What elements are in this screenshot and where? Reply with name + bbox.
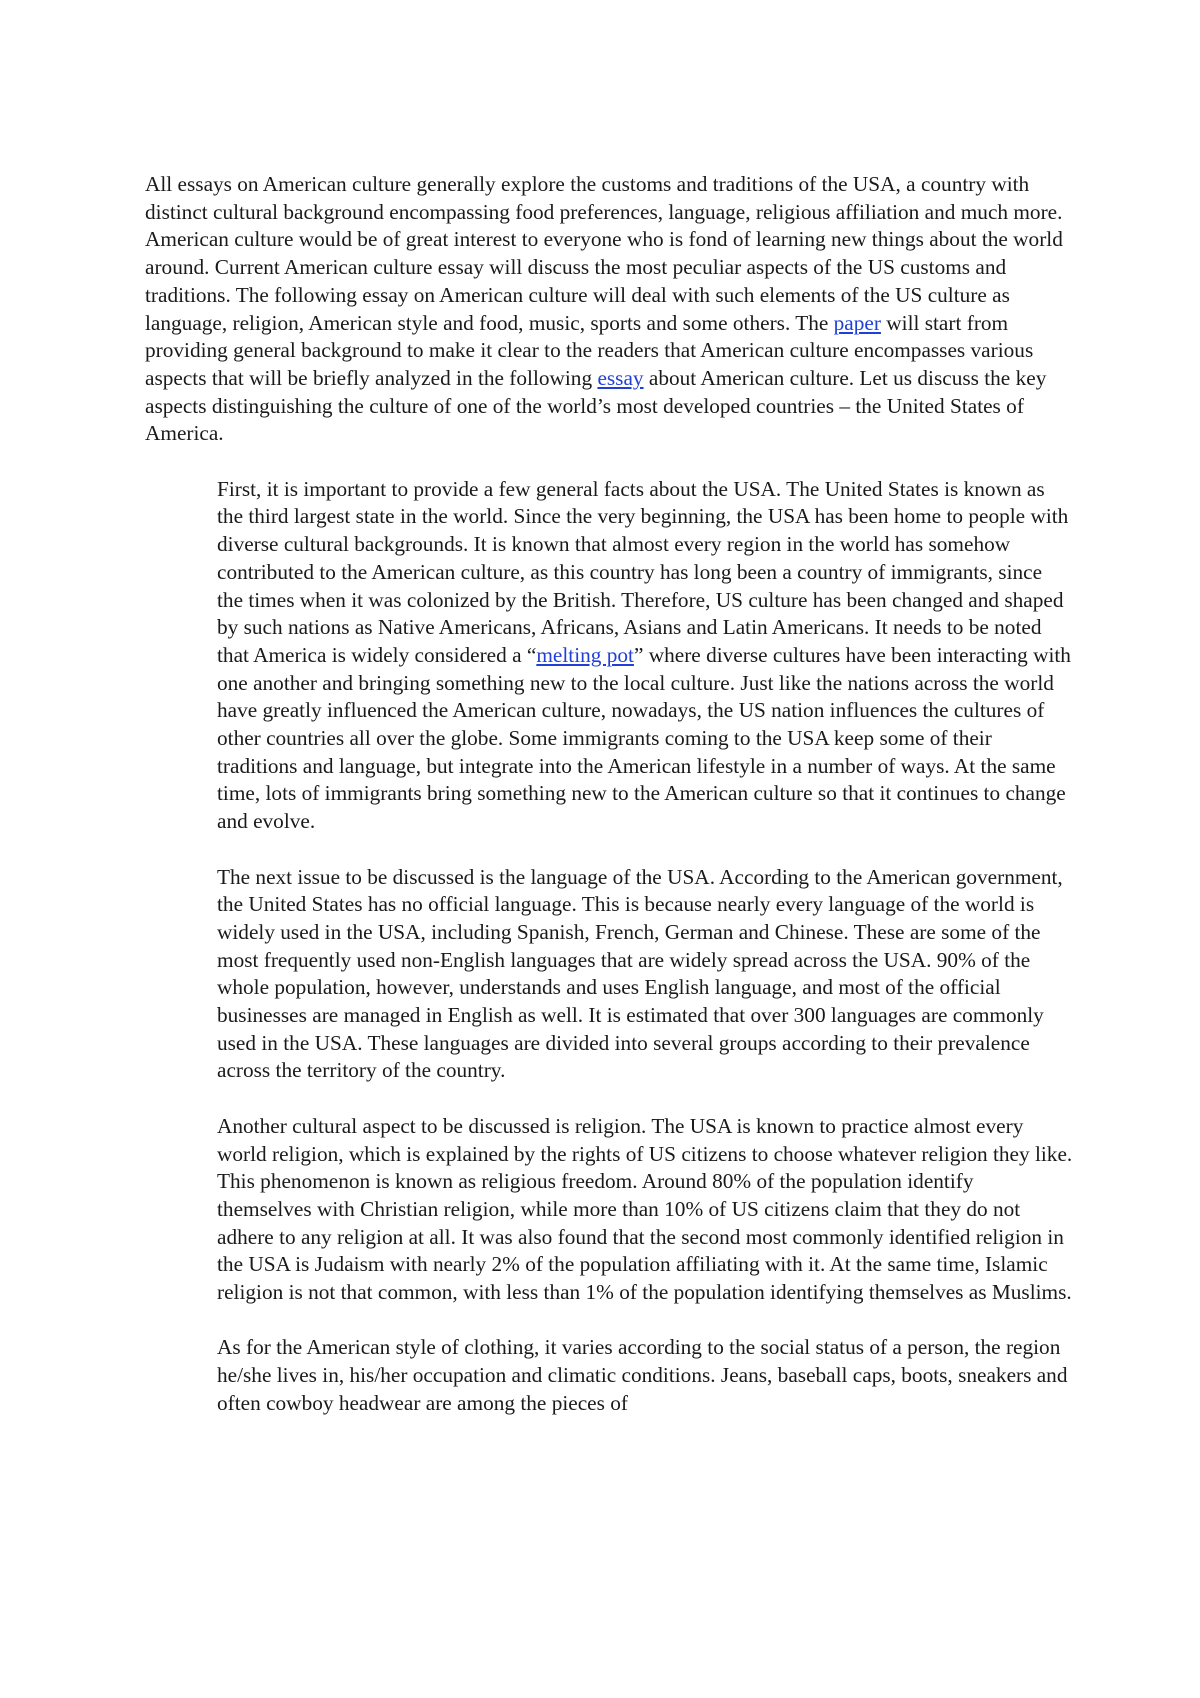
intro-paragraph bbox=[145, 171, 1075, 448]
intro-text-1: All essays on American culture generally explore the customs and traditions of the USA, a country with distinct cultural background encompassing food preferences, language, religious affiliation and much more. American culture would be of great interest to everyone who is fond of learning new things about the world around. Current American culture essay will discuss the most peculiar aspects of the US customs and traditions. The following essay on American culture will deal with such elements of the US culture as language, religion, American style and food, music, sports and some others. The bbox=[145, 172, 1063, 335]
intro-text-2: will start from providing general background to make it clear to the readers that American culture encompasses various aspects that will be briefly analyzed in the following bbox=[145, 310, 1034, 390]
facts-text-2: ” where diverse cultures have been interacting with one another and bringing something new to the local culture. Just like the nations across the world have greatly influenced the American culture, nowadays, the US nation influences the cultures of other countries all over the globe. Some immigrants coming to the USA keep some of their traditions and language, but integrate into the American lifestyle in a number of ways. At the same time, lots of immigrants bring something new to the American culture so that it continues to change and evolve. bbox=[217, 642, 1071, 834]
paper-link[interactable]: paper bbox=[833, 310, 881, 335]
intro-text-3: about American culture. Let us discuss the key aspects distinguishing the culture of one of the world’s most developed countries – the United States of America. bbox=[145, 365, 1047, 446]
language-paragraph: The next issue to be discussed is the language of the USA. According to the American government, the United States has no official language. This is because nearly every language of the world is widely used in the USA, including Spanish, French, German and Chinese. These are some of the most frequently used non-English languages that are widely spread across the USA. 90% of the whole population, however, understands and uses English language, and most of the official businesses are managed in English as well. It is estimated that over 300 languages are commonly used in the USA. These languages are divided into several groups according to their prevalence across the territory of the country. bbox=[217, 864, 1063, 1083]
facts-text-1: First, it is important to provide a few general facts about the USA. The United States is known as the third largest state in the world. Since the very beginning, the USA has been home to people with diverse cultural backgrounds. It is known that almost every region in the world has somehow contributed to the American culture, as this country has long been a country of immigrants, since the times when it was colonized by the British. Therefore, US culture has been changed and shaped by such nations as Native Americans, Africans, Asians and Latin Americans. It needs to be noted that America is widely considered a “ bbox=[217, 476, 1069, 667]
essay-body bbox=[145, 171, 1075, 1445]
essay-link[interactable]: essay bbox=[597, 365, 644, 390]
facts-paragraph bbox=[217, 476, 1073, 836]
religion-paragraph: Another cultural aspect to be discussed is religion. The USA is known to practice almost every world religion, which is explained by the rights of US citizens to choose whatever religion they like. This phenomenon is known as religious freedom. Around 80% of the population identify themselves with Christian religion, while more than 10% of US citizens claim that they do not adhere to any religion at all. It was also found that the second most commonly identified religion in the USA is Judaism with nearly 2% of the population affiliating with it. At the same time, Islamic religion is not that common, with less than 1% of the population identifying themselves as Muslims. bbox=[217, 1113, 1073, 1305]
clothing-paragraph: As for the American style of clothing, it varies according to the social status of a person, the region he/she lives in, his/her occupation and climatic conditions. Jeans, baseball caps, boots, sneakers and often cowboy headwear are among the pieces of bbox=[217, 1335, 1068, 1415]
melting-pot-link[interactable]: melting pot bbox=[536, 642, 634, 667]
